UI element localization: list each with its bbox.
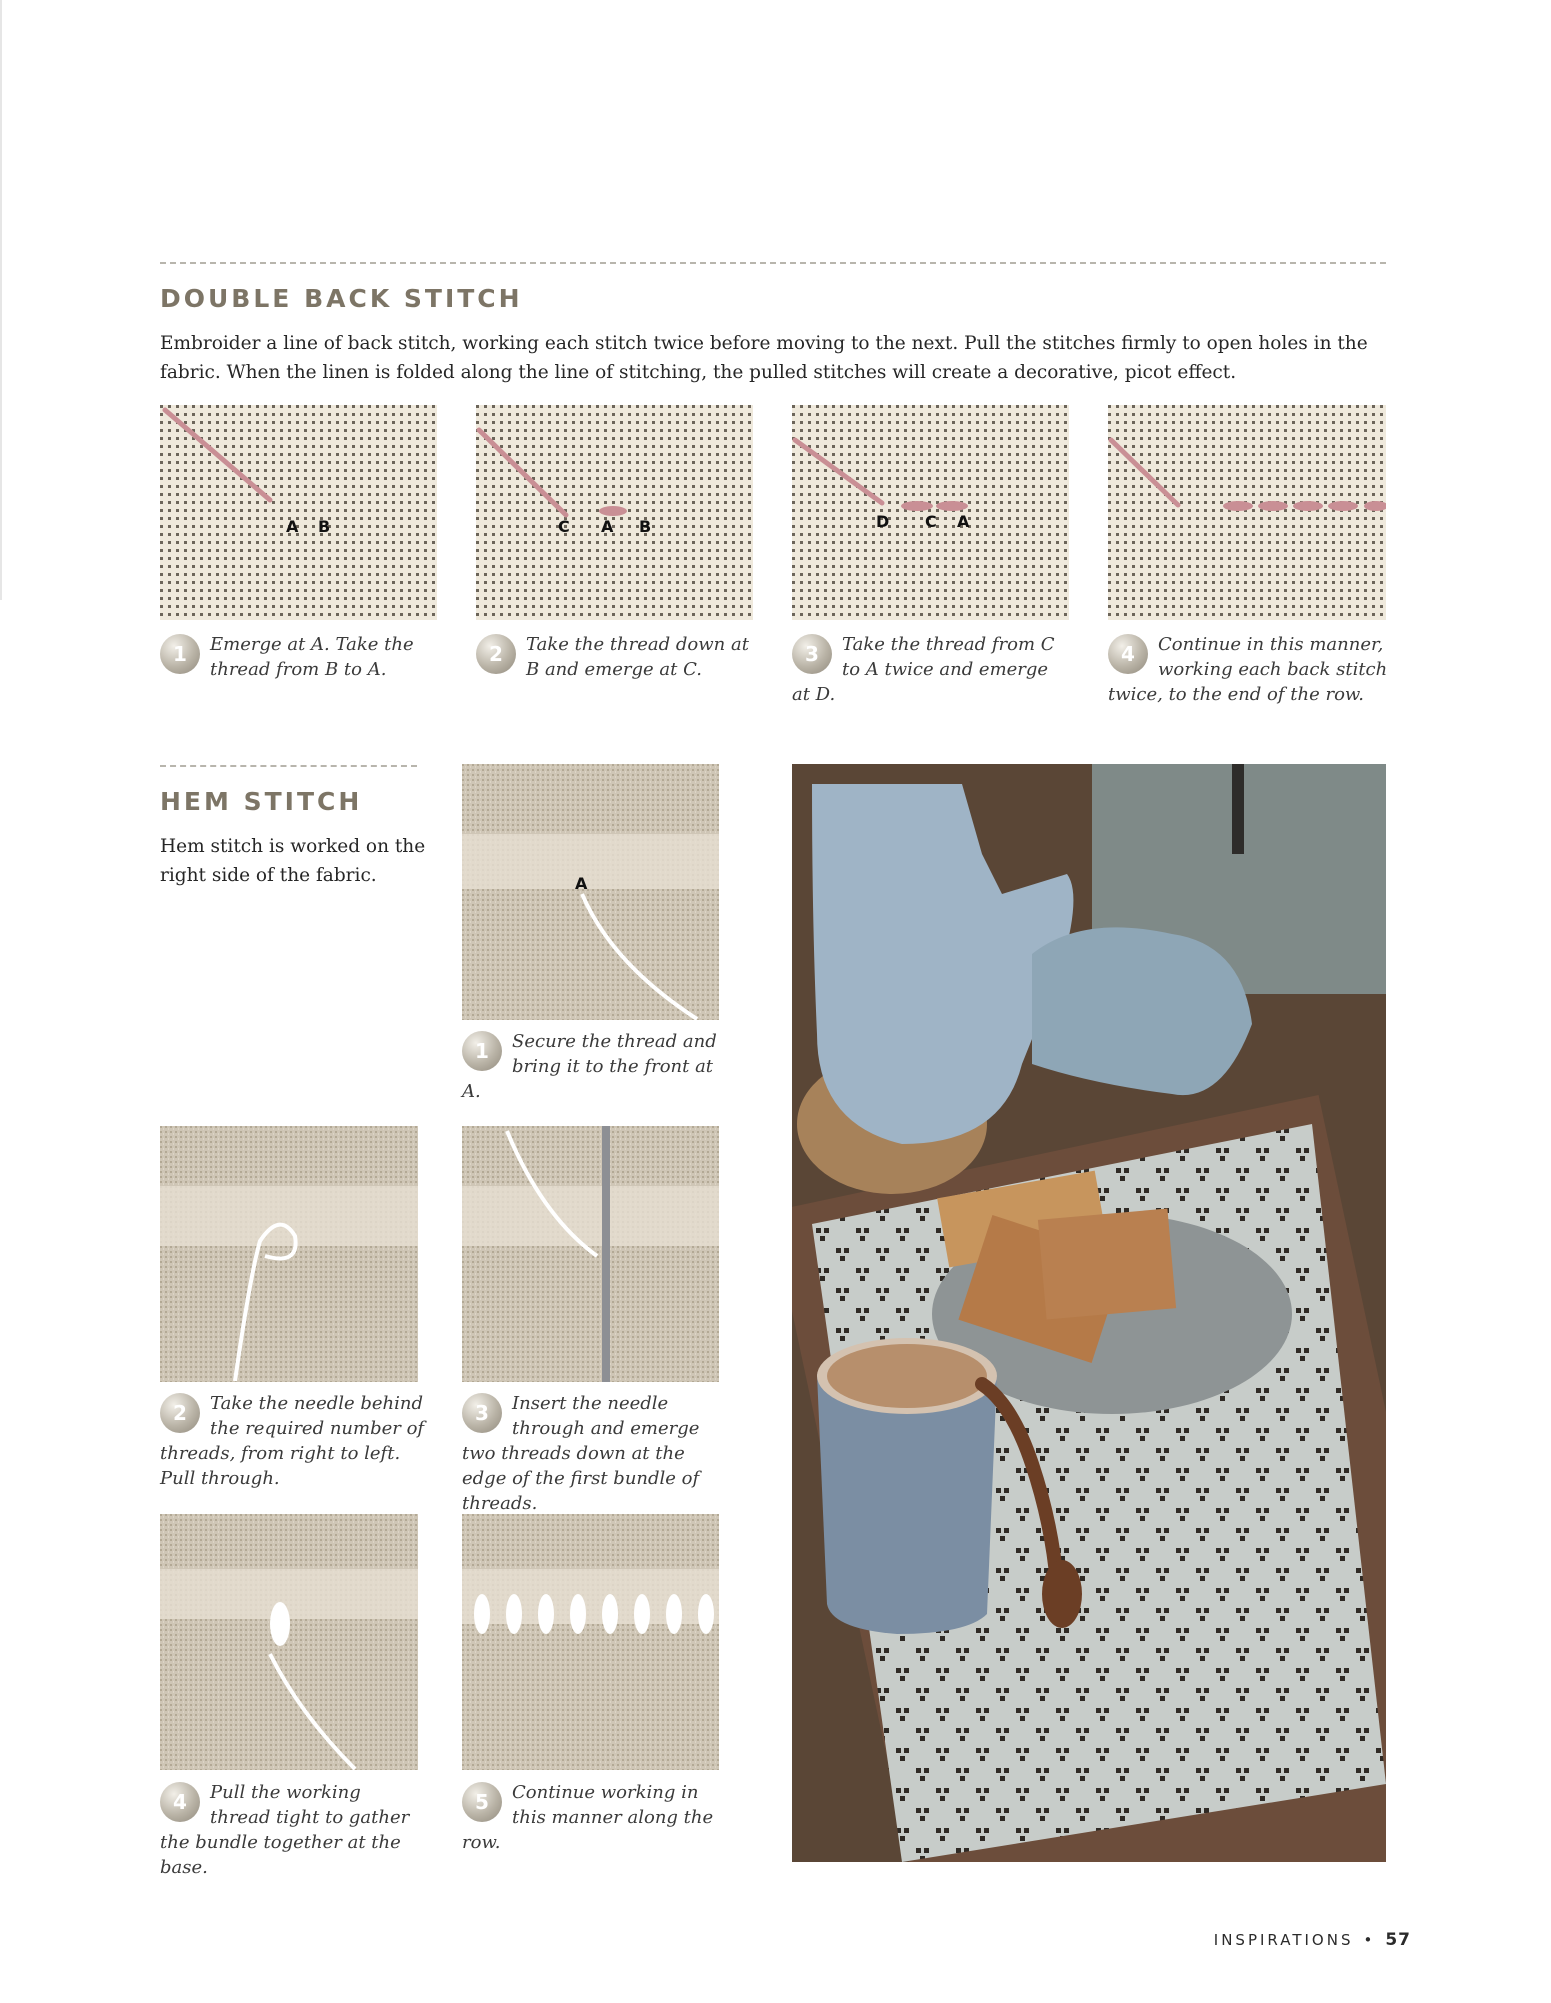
double-back-stitch-step-1: [160, 632, 430, 682]
hem-stitch-step-5-photo: [462, 1514, 719, 1770]
point-label-c: C: [558, 517, 570, 536]
step-text: Emerge at A. Take the thread from B to A.: [210, 634, 414, 680]
point-label-a: A: [286, 517, 299, 536]
hem-stitch-step-2: [160, 1391, 425, 1491]
hem-stitch-step-3-photo: [462, 1126, 719, 1382]
page-number: 57: [1385, 1930, 1411, 1950]
styled-table-photo: [792, 764, 1386, 1862]
hem-stitch-step-2-photo: [160, 1126, 418, 1382]
step-text: Secure the thread and bring it to the front at A.: [462, 1031, 717, 1102]
double-back-stitch-intro: Embroider a line of back stitch, working each stitch twice before moving to the next. Pull the stitches firmly to open holes in the fabric. When the linen is folded along the line of stitching, the pulled stitches will create a decorative, picot effect.: [160, 333, 1368, 383]
hem-stitch-step-1-photo: [462, 764, 719, 1020]
section-divider: [160, 765, 417, 767]
step-number-badge: 2: [476, 634, 516, 674]
step-number-badge: 4: [160, 1782, 200, 1822]
point-label-a: A: [575, 874, 588, 893]
step-number-badge: 3: [462, 1393, 502, 1433]
hem-stitch-step-4-photo: [160, 1514, 418, 1770]
step-text: Take the thread from C to A twice and emerge at D.: [792, 634, 1055, 705]
double-back-stitch-step-3-photo: [792, 405, 1069, 620]
step-number-badge: 1: [160, 634, 200, 674]
page-footer: INSPIRATIONS • 57: [1213, 1930, 1411, 1950]
step-text: Take the thread down at B and emerge at C.: [526, 634, 749, 680]
double-back-stitch-step-4: [1108, 632, 1388, 707]
hem-stitch-step-3: [462, 1391, 727, 1516]
hem-stitch-step-5: [462, 1780, 722, 1855]
section-divider: [160, 262, 1386, 264]
double-back-stitch-step-1-photo: [160, 405, 437, 620]
point-label-a: A: [601, 517, 614, 536]
page-edge-line: [0, 0, 2, 600]
double-back-stitch-step-2-photo: [476, 405, 753, 620]
step-number-badge: 5: [462, 1782, 502, 1822]
step-number-badge: 4: [1108, 634, 1148, 674]
step-number-badge: 1: [462, 1031, 502, 1071]
point-label-b: B: [318, 517, 331, 536]
step-text: Pull the working thread tight to gather the bundle together at the base.: [160, 1782, 410, 1878]
hem-stitch-heading: HEM STITCH: [160, 787, 363, 816]
footer-section-name: INSPIRATIONS: [1213, 1931, 1354, 1949]
point-label-b: B: [639, 517, 652, 536]
step-text: Continue in this manner, working each back stitch twice, to the end of the row.: [1108, 634, 1388, 705]
step-number-badge: 3: [792, 634, 832, 674]
point-label-c: C: [925, 512, 937, 531]
hem-stitch-intro: Hem stitch is worked on the right side of the fabric.: [160, 836, 426, 886]
double-back-stitch-step-2: [476, 632, 751, 682]
double-back-stitch-heading: DOUBLE BACK STITCH: [160, 284, 523, 313]
step-number-badge: 2: [160, 1393, 200, 1433]
double-back-stitch-step-4-photo: [1108, 405, 1386, 620]
step-text: Continue working in this manner along the row.: [462, 1782, 714, 1853]
double-back-stitch-step-3: [792, 632, 1067, 707]
step-text: Insert the needle through and emerge two threads down at the edge of the first bundle of threads.: [462, 1393, 700, 1514]
point-label-a: A: [957, 512, 970, 531]
step-text: Take the needle behind the required number of threads, from right to left. Pull through.: [160, 1393, 425, 1489]
hem-stitch-step-1: [462, 1029, 724, 1104]
hem-stitch-step-4: [160, 1780, 425, 1880]
point-label-d: D: [876, 512, 890, 531]
